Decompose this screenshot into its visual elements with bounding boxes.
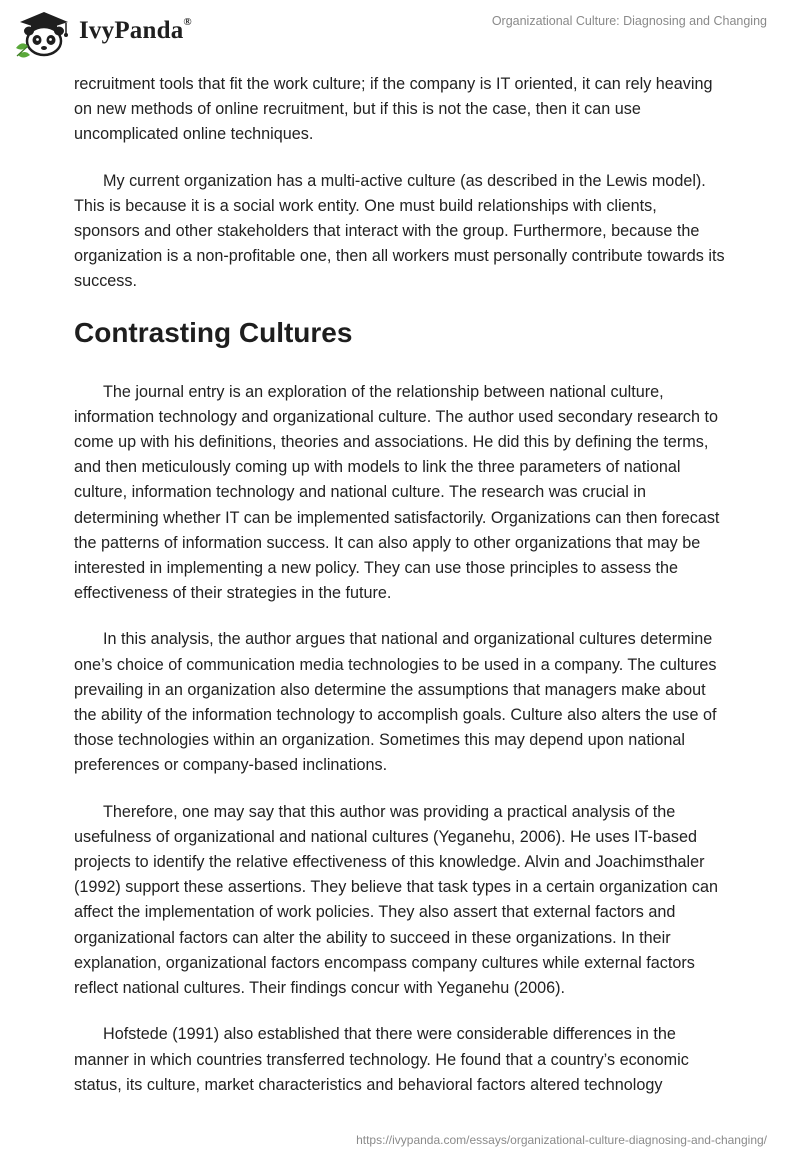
- essay-body: [74, 72, 726, 1119]
- page-header: [0, 0, 800, 62]
- brand-name[interactable]: IvyPanda®: [79, 15, 192, 44]
- document-title: Organizational Culture: Diagnosing and Changing: [491, 14, 767, 28]
- paragraph: Therefore, one may say that this author was providing a practical analysis of the usefulness of organizational and national cultures (Yeganehu, 2006). He uses IT-based projects to identify the relative effectiveness of this knowledge. Alvin and Joachimsthaler (1992) support these assertions. They believe that task types in a certain organization can affect the implementation of work policies. They also assert that external factors and organizational factors can alter the ability to succeed in these organizations. In their explanation, organizational factors encompass company cultures while external factors reflect national cultures. Their findings concur with Yeganehu (2006).: [74, 802, 718, 998]
- panda-graduate-logo-icon[interactable]: [14, 8, 78, 58]
- paragraph: The journal entry is an exploration of the relationship between national culture, information technology and organizational culture. The author used secondary research to come up with his definitions, theories and associations. He did this by defining the terms, and then meticulously coming up with models to link the three parameters of national culture, information technology and national culture. The research was crucial in determining whether IT can be implemented satisfactorily. Organizations can then forecast the patterns of information success. It can also apply to other organizations that may be interested in implementing a new policy. They can use those principles to assess the effectiveness of their strategies in the future.: [74, 382, 720, 603]
- section-heading: Contrasting Cultures: [74, 316, 353, 348]
- paragraph: In this analysis, the author argues that national and organizational cultures determine one’s choice of communication media technologies to be used in a company. The cultures prevailing in an organization also determine the assumptions that managers make about the ability of the information technology to accomplish goals. Culture also alters the use of those technologies within an organization. Sometimes this may depend upon national preferences or company-based inclinations.: [74, 630, 717, 775]
- source-url[interactable]: https://ivypanda.com/essays/organizational-culture-diagnosing-and-changing/: [356, 1133, 767, 1147]
- paragraph: recruitment tools that fit the work culture; if the company is IT oriented, it can rely heaving on new methods of online recruitment, but if this is not the case, then it can use uncomplicated online techniques.: [74, 75, 713, 144]
- registered-mark: ®: [183, 15, 192, 28]
- paragraph: Hofstede (1991) also established that there were considerable differences in the manner in which countries transferred technology. He found that a country’s economic status, its culture, market characteristics and behavioral factors altered technology: [74, 1025, 689, 1094]
- paragraph: My current organization has a multi-active culture (as described in the Lewis model). This is because it is a social work entity. One must build relationships with clients, sponsors and other stakeholders that interact with the group. Furthermore, because the organization is a non-profitable one, then all workers must personally contribute towards its success.: [74, 171, 725, 291]
